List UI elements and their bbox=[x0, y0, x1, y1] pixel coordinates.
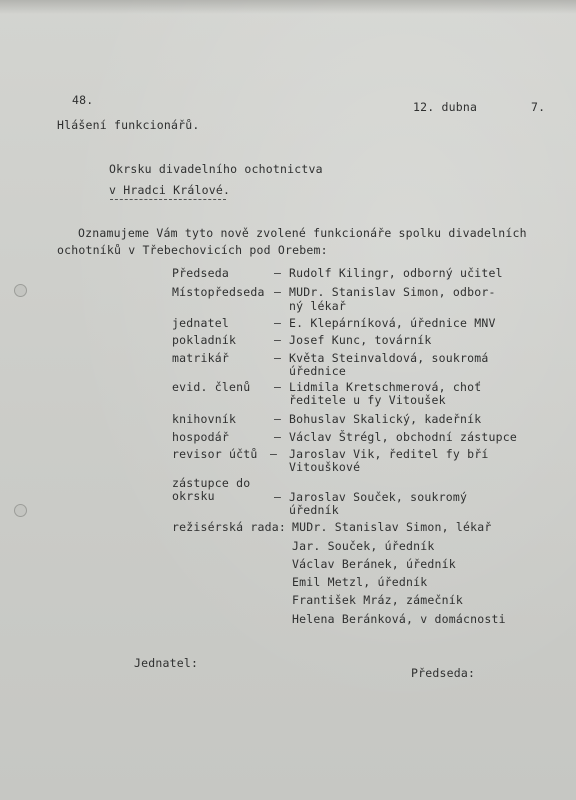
officer-name: Rudolf Kilingr, odborný učitel bbox=[289, 266, 503, 280]
officer-role: evid. členů bbox=[172, 380, 251, 394]
rezijni-rada-member: Jar. Souček, úředník bbox=[292, 539, 435, 553]
officer-name-cont: úřednice bbox=[289, 364, 346, 378]
officer-name: E. Klepárníková, úřednice MNV bbox=[289, 316, 496, 330]
officer-role: jednatel bbox=[172, 316, 229, 330]
officer-name: Květa Steinvaldová, soukromá bbox=[289, 351, 489, 365]
officer-name-cont: ředitele u fy Vitoušek bbox=[289, 393, 446, 407]
officer-separator: – bbox=[270, 447, 278, 461]
officer-role-cont: okrsku bbox=[172, 489, 215, 503]
addressee-underline bbox=[110, 199, 226, 200]
officer-role: matrikář bbox=[172, 351, 229, 365]
signature-left-label: Jednatel: bbox=[134, 656, 199, 670]
rezijni-rada-label: režisérská rada: bbox=[172, 520, 286, 534]
officer-role: knihovník bbox=[172, 412, 237, 426]
officer-separator: – bbox=[274, 285, 282, 299]
rezijni-rada-member: Václav Beránek, úředník bbox=[292, 557, 456, 571]
officer-name-cont: úředník bbox=[289, 503, 339, 517]
officer-separator: – bbox=[274, 430, 282, 444]
rezijni-rada-member: Helena Beránková, v domácnosti bbox=[292, 612, 506, 626]
officer-separator: – bbox=[274, 380, 282, 394]
officer-role: hospodář bbox=[172, 430, 229, 444]
addressee-line-2: v Hradci Králové. bbox=[109, 183, 231, 197]
punch-hole bbox=[14, 504, 27, 517]
officer-separator: – bbox=[274, 333, 282, 347]
officer-separator: – bbox=[274, 266, 282, 280]
officer-separator: – bbox=[274, 351, 282, 365]
rezijni-rada-member: František Mráz, zámečník bbox=[292, 593, 463, 607]
document-date: 12. dubna bbox=[413, 100, 478, 114]
officer-name-cont: Vitouškové bbox=[289, 460, 361, 474]
officer-name: MUDr. Stanislav Simon, odbor- bbox=[289, 285, 496, 299]
punch-hole bbox=[14, 284, 27, 297]
officer-name: Lidmila Kretschmerová, choť bbox=[289, 380, 482, 394]
officer-name: Josef Kunc, továrník bbox=[289, 333, 432, 347]
document-title: Hlášení funkcionářů. bbox=[57, 118, 200, 132]
signature-right-label: Předseda: bbox=[411, 666, 476, 680]
officer-separator: – bbox=[274, 412, 282, 426]
officer-name: Bohuslav Skalický, kadeřník bbox=[289, 412, 482, 426]
document-number: 48. bbox=[72, 93, 94, 107]
officer-name-cont: ný lékař bbox=[289, 299, 346, 313]
officer-separator: – bbox=[274, 316, 282, 330]
top-shadow bbox=[0, 0, 576, 14]
addressee-line-1: Okrsku divadelního ochotnictva bbox=[109, 162, 323, 176]
officer-separator: – bbox=[274, 490, 282, 504]
officer-name: Jaroslav Souček, soukromý bbox=[289, 490, 468, 504]
intro-line-2: ochotníků v Třebechovicích pod Orebem: bbox=[57, 243, 328, 257]
rezijni-rada-member: Emil Metzl, úředník bbox=[292, 575, 428, 589]
officer-role: Místopředseda bbox=[172, 285, 265, 299]
officer-role: revisor účtů bbox=[172, 447, 258, 461]
officer-name: Václav Štrégl, obchodní zástupce bbox=[289, 430, 517, 444]
officer-role: Předseda bbox=[172, 266, 229, 280]
rezijni-rada-member: MUDr. Stanislav Simon, lékař bbox=[292, 520, 492, 534]
officer-name: Jaroslav Vik, ředitel fy bří bbox=[289, 447, 489, 461]
intro-line-1: Oznamujeme Vám tyto nově zvolené funkcionáře spolku divadelních bbox=[78, 226, 527, 240]
officer-role: zástupce do bbox=[172, 476, 251, 490]
officer-role: pokladník bbox=[172, 333, 237, 347]
page-number: 7. bbox=[531, 100, 546, 114]
